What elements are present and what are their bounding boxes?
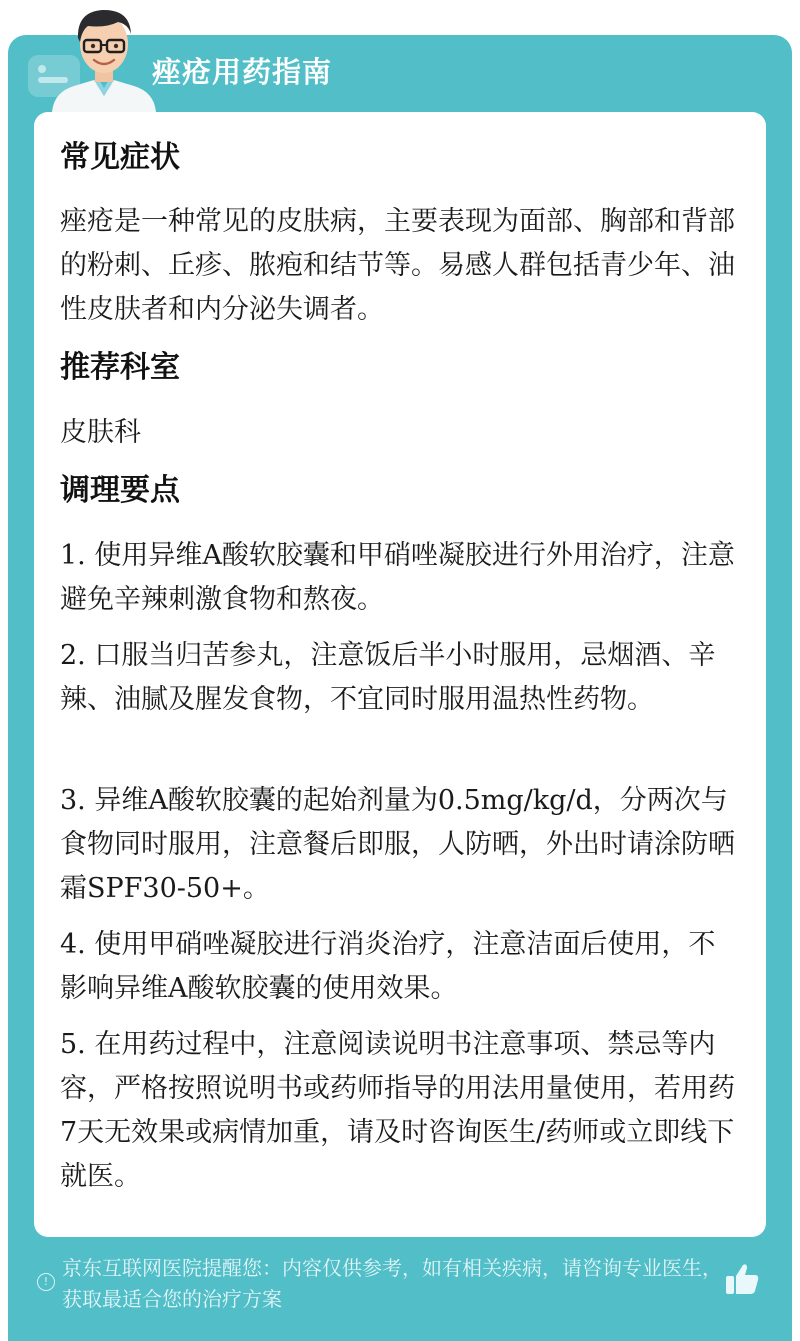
section-heading-symptoms: 常见症状 — [60, 140, 180, 175]
care-point-4: 4. 使用甲硝唑凝胶进行消炎治疗，注意洁面后使用，不影响异维A酸软胶囊的使用效果。 — [60, 929, 716, 1004]
doctor-avatar-icon — [44, 0, 164, 112]
care-point-1: 1. 使用异维A酸软胶囊和甲硝唑凝胶进行外用治疗，注意避免辛辣刺激食物和熬夜。 — [60, 540, 735, 615]
symptoms-paragraph: 痤疮是一种常见的皮肤病，主要表现为面部、胸部和背部的粉刺、丘疹、脓疱和结节等。易感人群包括青少年、油性皮肤者和内分泌失调者。 — [60, 206, 735, 325]
section-heading-care: 调理要点 — [60, 473, 180, 508]
care-point-5: 5. 在用药过程中，注意阅读说明书注意事项、禁忌等内容，严格按照说明书或药师指导的用法用量使用，若用药7天无效果或病情加重，请及时咨询医生/药师或立即线下就医。 — [60, 1029, 735, 1192]
thumbs-up-icon[interactable] — [724, 1262, 760, 1296]
section-heading-department: 推荐科室 — [60, 350, 180, 385]
info-icon: ! — [37, 1273, 55, 1291]
care-point-3: 3. 异维A酸软胶囊的起始剂量为0.5mg/kg/d，分两次与食物同时服用，注意餐后即服，人防晒，外出时请涂防晒霜SPF30-50+。 — [60, 785, 735, 904]
footer-disclaimer: 京东互联网医院提醒您：内容仅供参考，如有相关疾病，请咨询专业医生，获取最适合您的治疗方案 — [62, 1256, 722, 1311]
care-point-2: 2. 口服当归苦参丸，注意饭后半小时服用，忌烟酒、辛辣、油腻及腥发食物，不宜同时服用温热性药物。 — [60, 640, 716, 715]
department-paragraph: 皮肤科 — [60, 417, 141, 448]
page-title: 痤疮用药指南 — [152, 55, 333, 89]
